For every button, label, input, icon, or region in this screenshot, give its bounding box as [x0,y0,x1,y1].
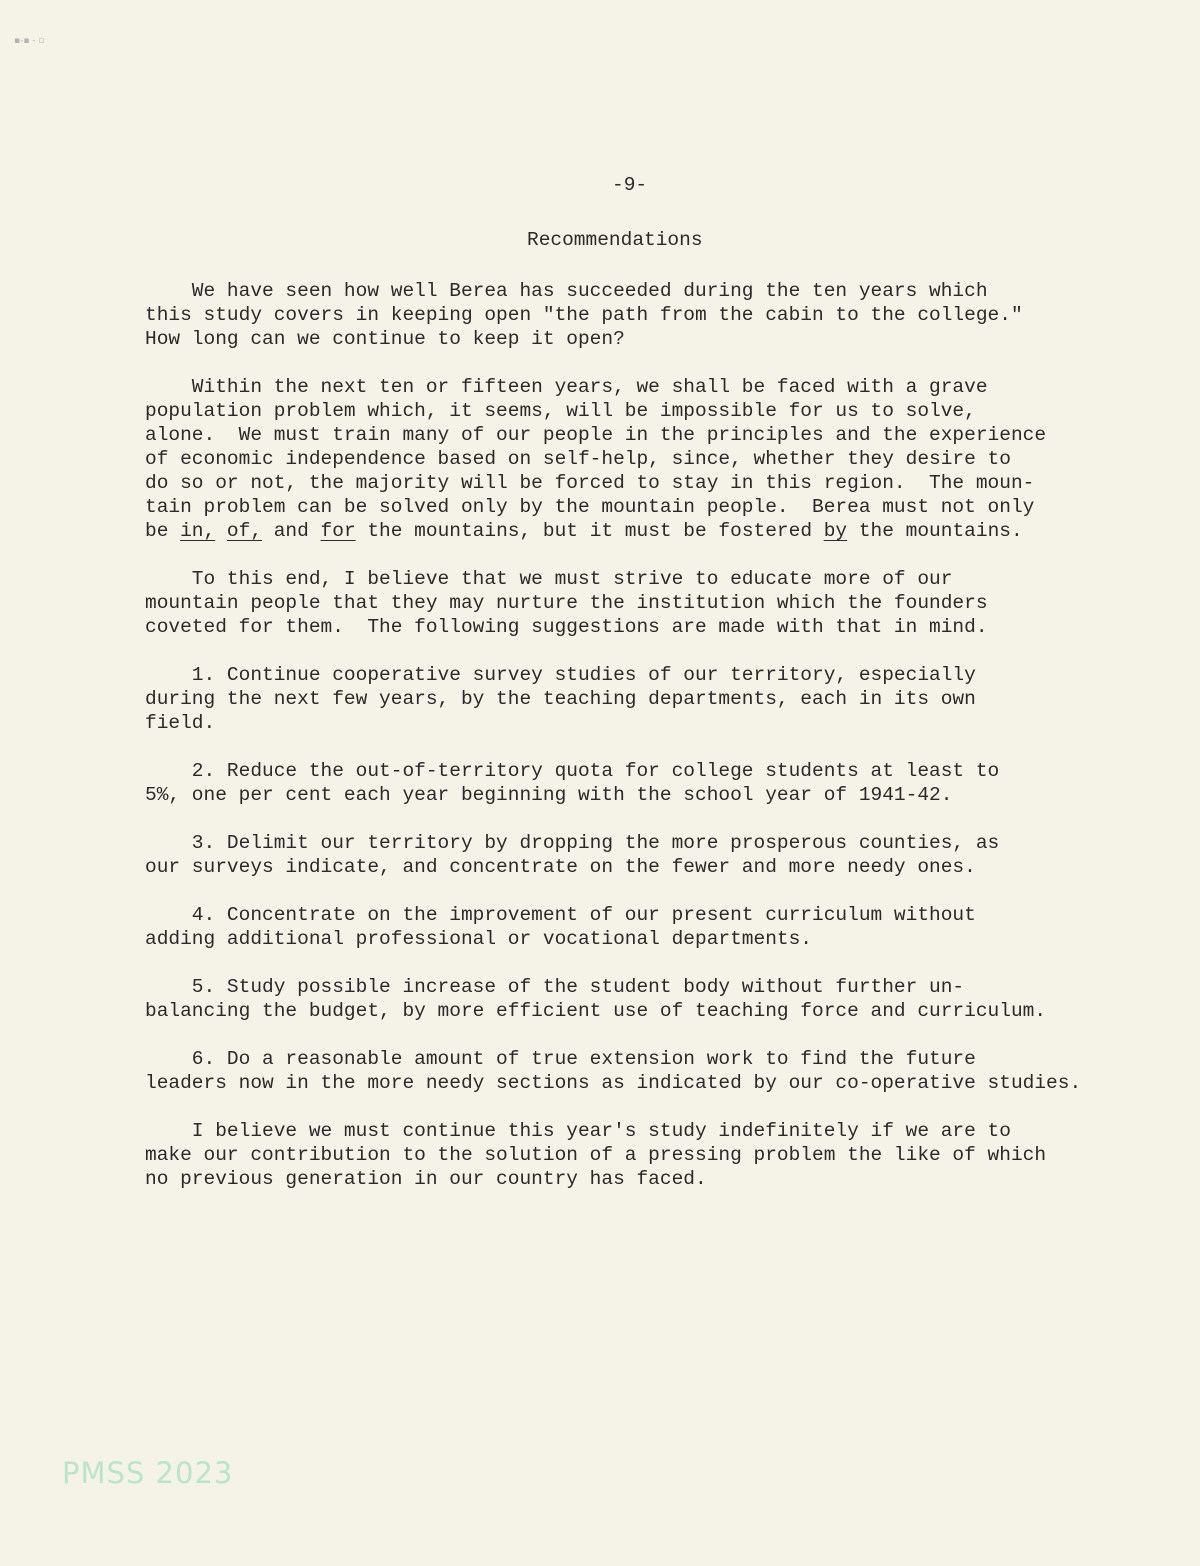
underlined-word: of, [226,520,263,542]
text-line: make our contribution to the solution of a pressing problem the like of which [145,1144,1047,1166]
text-line: field. [145,712,216,734]
watermark: PMSS 2023 [62,1456,234,1490]
paragraph [145,375,1081,543]
text-line: 4. Concentrate on the improvement of our present curriculum without [145,904,976,926]
text-line: I believe we must continue this year's study indefinitely if we are to [145,1120,1011,1142]
page-number: -9- [612,174,648,196]
text-line: 5. Study possible increase of the student body without further un- [145,976,965,998]
paragraph [145,831,1081,879]
text-line: leaders now in the more needy sections as indicated by our co-operative studies. [145,1072,1082,1094]
text-line: adding additional professional or vocational departments. [145,928,813,950]
text-line: tain problem can be solved only by the mountain people. Berea must not only [145,496,1035,518]
text-line: of economic independence based on self-help, since, whether they desire to [145,448,1011,470]
text-line: We have seen how well Berea has succeeded during the ten years which [145,280,988,302]
text-segment: be [145,520,181,542]
text-line: population problem which, it seems, will be impossible for us to solve, [145,400,976,422]
text-line: alone. We must train many of our people in the principles and the experience [145,424,1047,446]
paragraph [145,663,1081,735]
text-segment: and [262,520,321,542]
text-line: coveted for them. The following suggestions are made with that in mind. [145,616,988,638]
text-line: How long can we continue to keep it open? [145,328,625,350]
paragraph [145,279,1081,351]
text-segment: the mountains, but it must be fostered [355,520,824,542]
text-segment [215,520,227,542]
text-line: this study covers in keeping open "the path from the cabin to the college." [145,304,1023,326]
text-segment: the mountains. [847,520,1023,542]
text-line: 5%, one per cent each year beginning with the school year of 1941-42. [145,784,953,806]
paragraph [145,1047,1081,1095]
paragraph [145,759,1081,807]
text-line: no previous generation in our country has faced. [145,1168,707,1190]
underlined-word: in, [180,520,216,542]
text-line: 6. Do a reasonable amount of true extension work to find the future [145,1048,976,1070]
text-line: To this end, I believe that we must strive to educate more of our [145,568,953,590]
text-line: during the next few years, by the teaching departments, each in its own [145,688,976,710]
text-line: mountain people that they may nurture the institution which the founders [145,592,988,614]
paragraph [145,903,1081,951]
underlined-word: for [320,520,356,542]
document-body [145,279,1081,1215]
text-line: Within the next ten or fifteen years, we shall be faced with a grave [145,376,988,398]
underlined-word: by [823,520,848,542]
text-line: 3. Delimit our territory by dropping the more prosperous counties, as [145,832,1000,854]
section-heading: Recommendations [527,229,703,251]
text-line [145,519,1081,543]
text-line: 1. Continue cooperative survey studies of our territory, especially [145,664,976,686]
text-line: 2. Reduce the out-of-territory quota for college students at least to [145,760,1000,782]
text-line: do so or not, the majority will be forced to stay in this region. The moun- [145,472,1035,494]
paragraph [145,1119,1081,1191]
corner-mark: ▪-▪ - ▫ [14,36,45,46]
text-line: balancing the budget, by more efficient use of teaching force and curriculum. [145,1000,1047,1022]
paragraph [145,975,1081,1023]
text-line: our surveys indicate, and concentrate on the fewer and more needy ones. [145,856,976,878]
paragraph [145,567,1081,639]
